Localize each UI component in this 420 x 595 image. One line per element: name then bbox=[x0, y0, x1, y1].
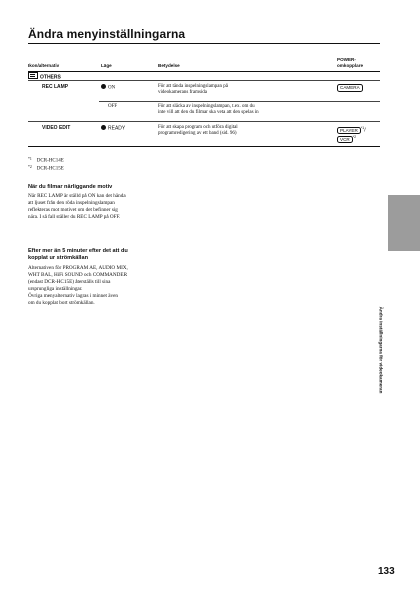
row-mode-ready-label: READY bbox=[108, 125, 126, 132]
group-rule bbox=[28, 80, 380, 81]
body-line: nära. I så fall ställer du REC LAMP på OFF. bbox=[28, 214, 121, 220]
row-meaning-ready bbox=[158, 125, 333, 138]
power-camera-badge bbox=[337, 84, 363, 92]
header-power-line2: omkopplare bbox=[337, 63, 364, 68]
selected-radio-icon bbox=[101, 84, 106, 89]
table-header-rule bbox=[28, 71, 380, 72]
row-mode-on bbox=[101, 84, 115, 92]
table-bottom-rule bbox=[28, 146, 380, 147]
row-item-video-edit: VIDEO EDIT bbox=[42, 125, 71, 131]
body-line: När REC LAMP är ställd på ON kan det hända bbox=[28, 193, 126, 199]
heading-line: kopplat ur strömkällan bbox=[28, 255, 88, 261]
meaning-line: För att skapa program och utföra digital bbox=[158, 125, 238, 130]
body-line: om du kopplat bort strömkällan. bbox=[28, 300, 95, 306]
body-line: (endast DCR-HC15E) återställs till sina bbox=[28, 279, 111, 285]
section-heading: När du filmar närliggande motiv bbox=[28, 184, 113, 190]
power-vcr-badge bbox=[337, 134, 356, 143]
body-line: Övriga menyalternativ lagras i minnet även bbox=[28, 293, 119, 299]
row-rule bbox=[28, 121, 380, 122]
header-power bbox=[337, 57, 363, 69]
page-number: 133 bbox=[378, 566, 395, 577]
row-mode-off-label: OFF bbox=[108, 104, 118, 109]
body-line: att ljuset från den röda inspelningslampan bbox=[28, 200, 115, 206]
page-title: Ändra menyinställningarna bbox=[28, 27, 186, 41]
chapter-side-label: Ändra inställningarna för videokameran bbox=[378, 306, 384, 394]
footnote-mark: *1 bbox=[28, 157, 32, 161]
body-line: Alternativen för PROGRAM AE, AUDIO MIX, bbox=[28, 265, 128, 271]
body-line: WHT BAL, HiFi SOUND och COMMANDER bbox=[28, 272, 128, 278]
group-label: OTHERS bbox=[40, 74, 61, 81]
power-camera-label: CAMERA bbox=[337, 84, 363, 92]
row-item-rec-lamp: REC LAMP bbox=[42, 84, 69, 90]
selected-radio-icon bbox=[101, 125, 106, 130]
heading-line: Efter mer än 5 minuter efter det att du bbox=[28, 248, 128, 254]
row-mode-off bbox=[108, 104, 117, 110]
header-mode: Läge bbox=[101, 63, 112, 68]
footnote-mark: *2 bbox=[28, 165, 32, 169]
row-mode-on-label: ON bbox=[108, 85, 116, 91]
body-line: ursprungliga inställningar. bbox=[28, 286, 83, 292]
meaning-line: programredigering av ett band (sid. 96) bbox=[158, 131, 237, 137]
header-power-line1: POWER- bbox=[337, 57, 356, 62]
section-heading bbox=[28, 248, 128, 262]
row-meaning-off bbox=[158, 104, 380, 117]
footnote-mark: *1 bbox=[360, 126, 365, 130]
footnote-text: DCR-HC15E bbox=[36, 166, 64, 172]
power-player-badge: PLAYER $^{*1}$/ bbox=[337, 125, 366, 134]
header-icon-item: Ikon/alternativ bbox=[28, 63, 60, 68]
title-rule bbox=[28, 43, 380, 44]
meaning-line: inte vill att den du filmar ska veta att den spelas in bbox=[158, 110, 259, 116]
footnote-mark: *2 bbox=[352, 135, 357, 139]
section-body bbox=[28, 193, 188, 221]
meaning-line: För att tända inspelningslampan på bbox=[158, 84, 228, 89]
power-player-label: PLAYER bbox=[337, 127, 361, 135]
section-body bbox=[28, 265, 188, 307]
row-rule bbox=[99, 101, 380, 102]
footnote-2 bbox=[28, 164, 64, 173]
header-meaning: Betydelse bbox=[158, 63, 180, 68]
meaning-line: videokamerans framsida bbox=[158, 90, 208, 96]
chapter-tab bbox=[388, 195, 420, 251]
power-vcr-label: VCR bbox=[337, 136, 353, 144]
footnote-text: DCR-HC14E bbox=[36, 158, 64, 164]
menu-others-icon bbox=[28, 72, 38, 79]
meaning-line: För att släcka av inspelningslampan, t.ex. om du bbox=[158, 104, 255, 109]
row-meaning-on bbox=[158, 84, 333, 97]
body-line: reflekteras mot motivet om det befinner sig bbox=[28, 207, 118, 213]
row-mode-ready bbox=[101, 125, 125, 132]
chapter-side-text bbox=[376, 270, 386, 430]
